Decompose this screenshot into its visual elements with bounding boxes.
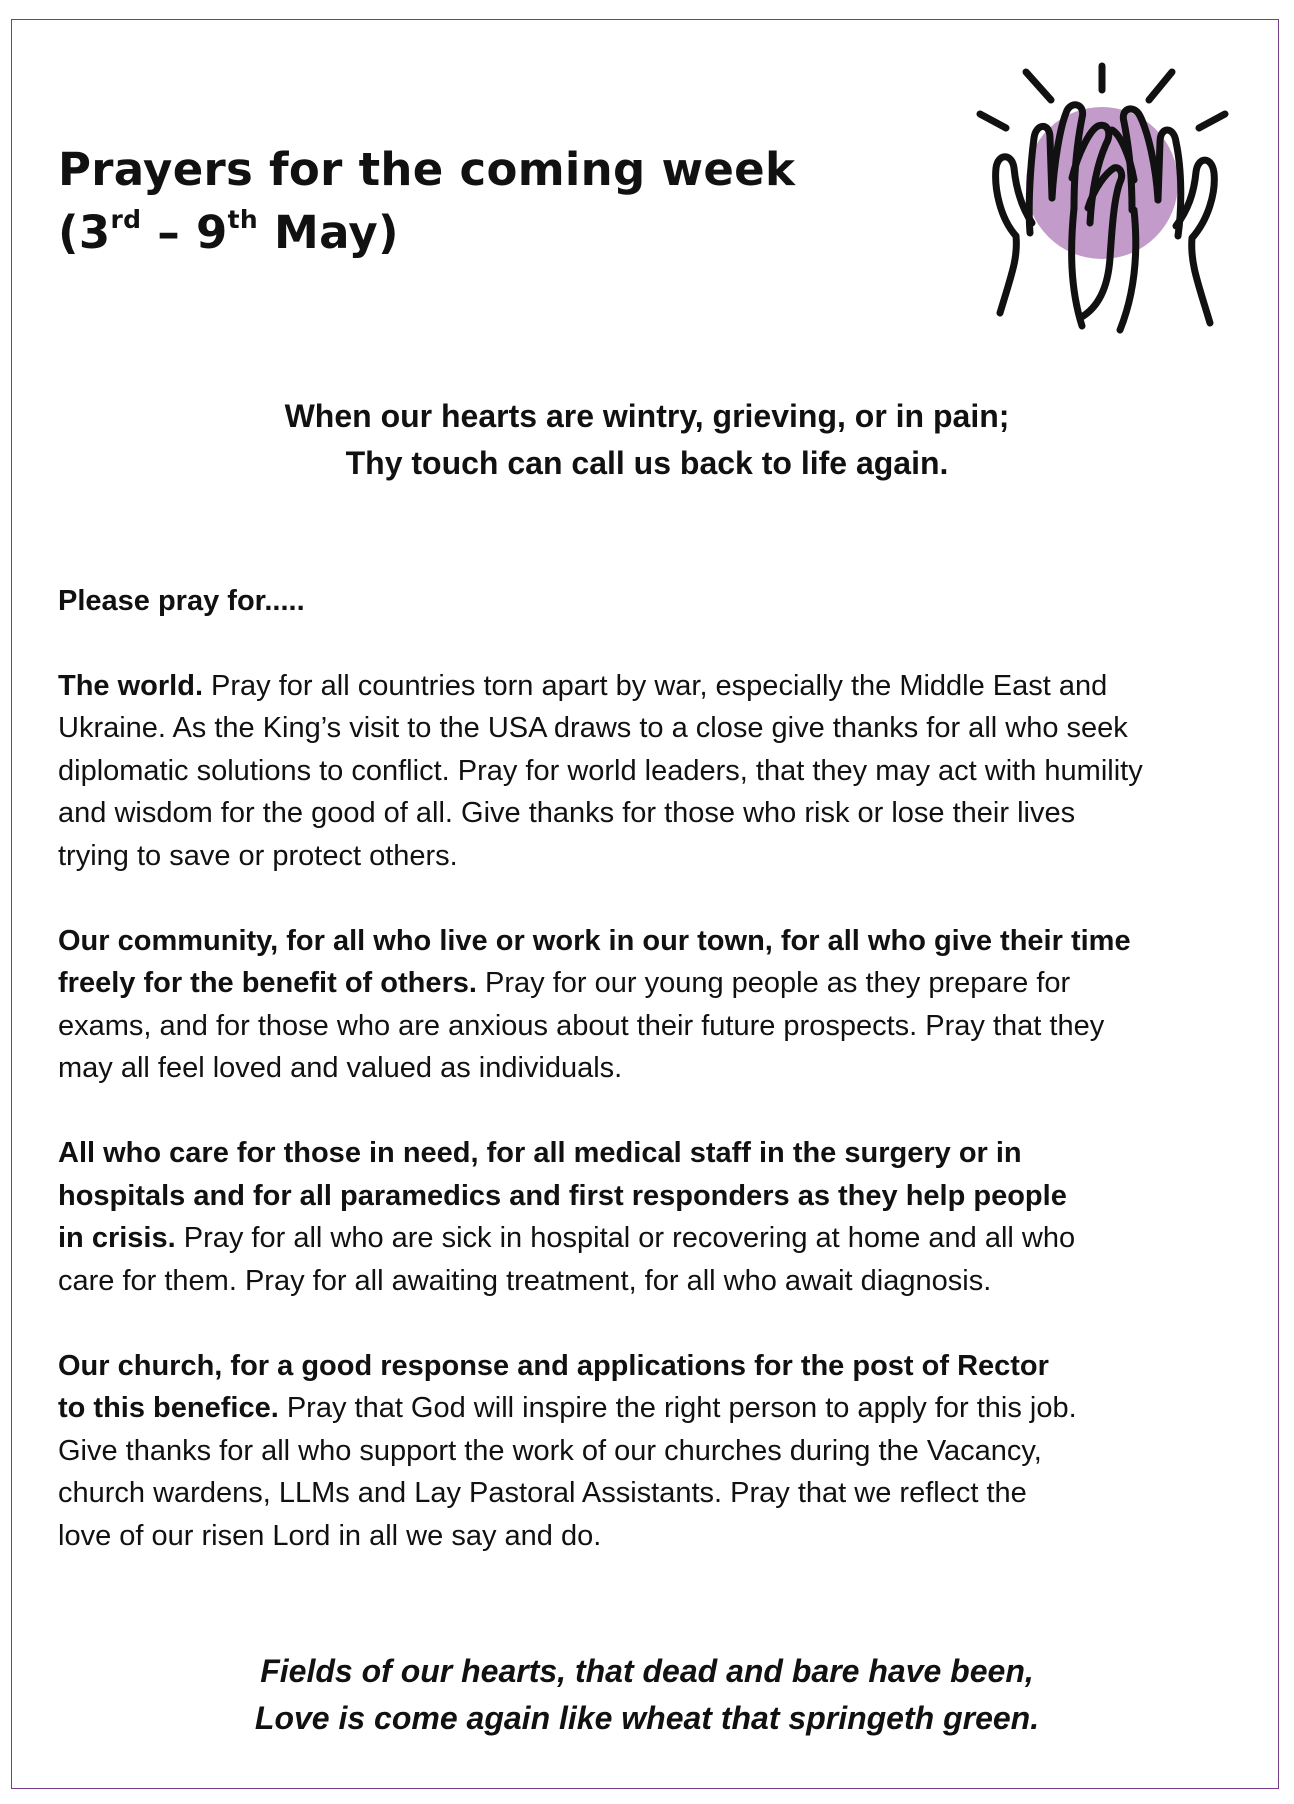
paragraph-line bbox=[58, 962, 1258, 1005]
paragraph-church bbox=[58, 1345, 1258, 1558]
title-date-range bbox=[58, 206, 399, 259]
title-date-start: (3 bbox=[58, 206, 111, 259]
title-line-1: Prayers for the coming week bbox=[58, 143, 796, 196]
paragraph-line bbox=[58, 1345, 1258, 1388]
prayer-content bbox=[58, 580, 1258, 1600]
paragraph-heading: to this benefice. bbox=[58, 1392, 279, 1424]
paragraph-heading: All who care for those in need, for all medical staff in the surgery or in bbox=[58, 1137, 1022, 1169]
paragraph-line: Give thanks for all who support the work of our churches during the Vacancy, bbox=[58, 1434, 1042, 1467]
paragraph-line: diplomatic solutions to conflict. Pray for world leaders, that they may act with humility bbox=[58, 754, 1143, 787]
paragraph-line: and wisdom for the good of all. Give thanks for those who risk or lose their lives bbox=[58, 797, 1076, 829]
paragraph-line bbox=[58, 1387, 1258, 1430]
title-month: May) bbox=[258, 206, 399, 259]
paragraph-text: Pray for all countries torn apart by war, especially the Middle East and bbox=[203, 669, 1108, 702]
paragraph-heading: freely for the benefit of others. bbox=[58, 967, 477, 999]
paragraph-line: care for them. Pray for all awaiting treatment, for all who await diagnosis. bbox=[58, 1264, 992, 1297]
opening-verse bbox=[0, 393, 1294, 487]
paragraph-text: Pray for our young people as they prepare for bbox=[476, 967, 1071, 999]
paragraph-line: may all feel loved and valued as individuals. bbox=[58, 1052, 623, 1084]
paragraph-text: Pray that God will inspire the right person to apply for this job. bbox=[278, 1392, 1077, 1424]
paragraph-heading: Our community, for all who live or work in our town, for all who give their time bbox=[58, 924, 1131, 957]
opening-verse-line-2: Thy touch can call us back to life again. bbox=[345, 445, 949, 481]
paragraph-line: love of our risen Lord in all we say and do. bbox=[58, 1519, 602, 1552]
closing-verse-line-2: Love is come again like wheat that springeth green. bbox=[254, 1700, 1040, 1736]
paragraph-line bbox=[58, 920, 1258, 963]
paragraph-line: church wardens, LLMs and Lay Pastoral Assistants. Pray that we reflect the bbox=[58, 1477, 1027, 1509]
paragraph-heading: Our church, for a good response and applications for the post of Rector bbox=[58, 1349, 1049, 1382]
paragraph-world bbox=[58, 665, 1258, 878]
paragraph-heading: in crisis. bbox=[58, 1222, 176, 1254]
paragraph-line bbox=[58, 1175, 1258, 1218]
paragraph-line: trying to save or protect others. bbox=[58, 839, 458, 872]
paragraph-line: Ukraine. As the King’s visit to the USA draws to a close give thanks for all who seek bbox=[58, 712, 1128, 744]
paragraph-line: exams, and for those who are anxious about their future prospects. Pray that they bbox=[58, 1009, 1105, 1042]
page-title bbox=[58, 138, 795, 271]
intro-heading: Please pray for..... bbox=[58, 585, 305, 617]
closing-verse-line-1: Fields of our hearts, that dead and bare have been, bbox=[260, 1653, 1034, 1689]
paragraph-text: Pray for all who are sick in hospital or recovering at home and all who bbox=[175, 1222, 1076, 1254]
paragraph-line bbox=[58, 665, 1258, 708]
title-sup-rd: rd bbox=[110, 205, 142, 234]
paragraph-community bbox=[58, 920, 1258, 1090]
title-sup-th: th bbox=[227, 205, 259, 234]
paragraph-heading: The world. bbox=[58, 669, 203, 702]
title-date-end: – 9 bbox=[141, 206, 228, 259]
paragraph-heading: hospitals and for all paramedics and first responders as they help people bbox=[58, 1179, 1067, 1212]
praying-hands-icon bbox=[970, 58, 1240, 343]
paragraph-care bbox=[58, 1132, 1258, 1302]
paragraph-line bbox=[58, 1217, 1258, 1260]
opening-verse-line-1: When our hearts are wintry, grieving, or in pain; bbox=[284, 398, 1010, 434]
closing-verse bbox=[0, 1648, 1294, 1742]
paragraph-line bbox=[58, 1132, 1258, 1175]
